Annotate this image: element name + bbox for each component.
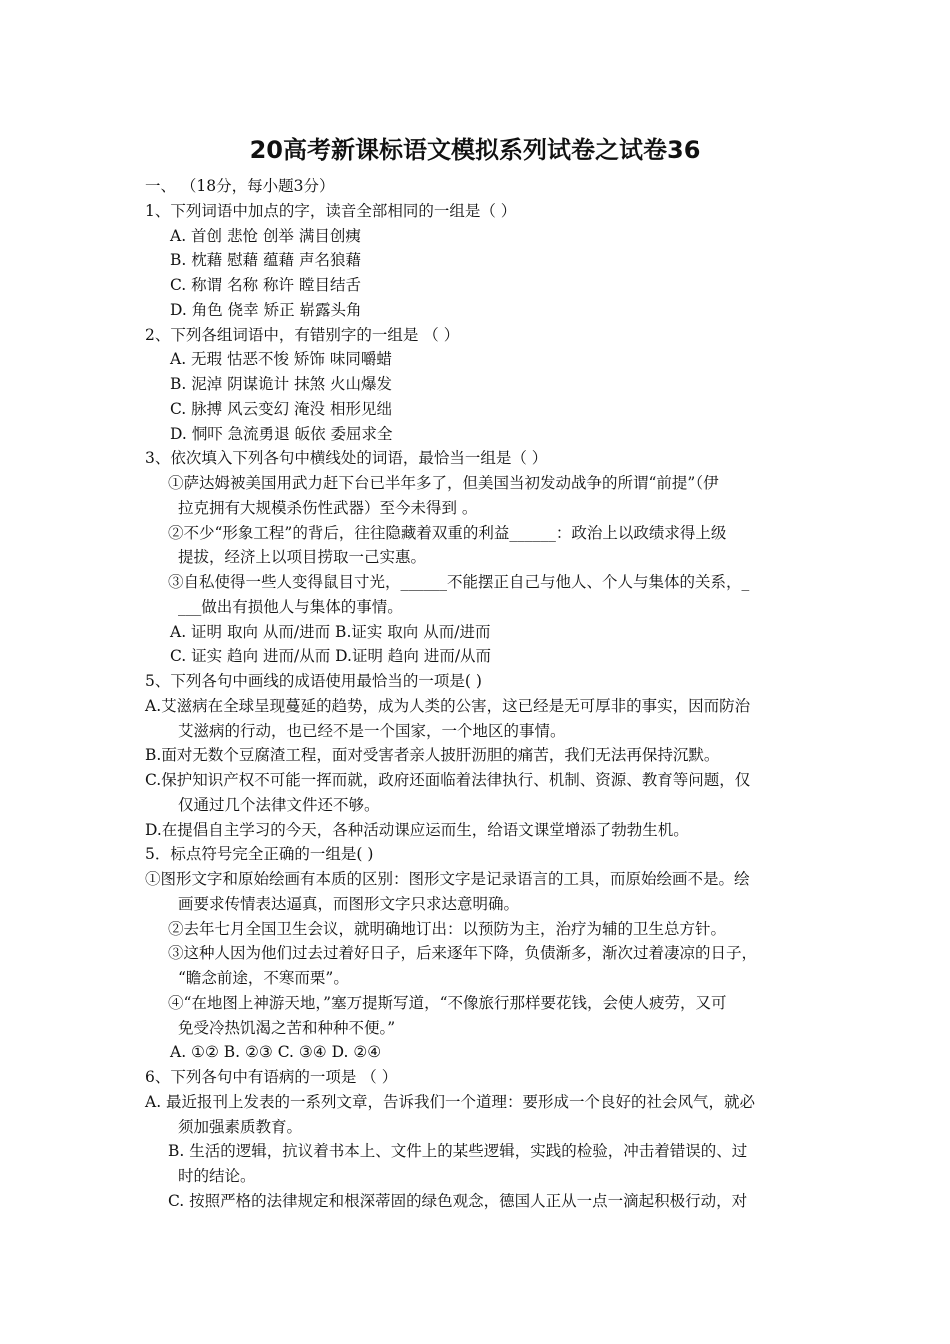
text-line: C.保护知识产权不可能一挥而就，政府还面临着法律执行、机制、资源、教育等问题，仅	[145, 771, 751, 789]
text-line: 3、依次填入下列各句中横线处的词语，最恰当一组是（ ）	[145, 449, 548, 468]
text-line: C. 按照严格的法律规定和根深蒂固的绿色观念，德国人正从一点一滴起积极行动，对	[168, 1191, 748, 1210]
text-line: A. 首创 悲怆 创举 满目创痍	[170, 226, 361, 245]
text-line: 免受冷热饥渴之苦和种种不便。”	[178, 1018, 396, 1037]
text-line: C. 脉搏 风云变幻 淹没 相形见绌	[170, 399, 392, 418]
text-line: ②去年七月全国卫生会议，就明确地订出：以预防为主，治疗为辅的卫生总方针。	[168, 919, 727, 938]
text-line: 1、下列词语中加点的字，读音全部相同的一组是（ ）	[145, 201, 517, 220]
text-line: 6、下列各句中有语病的一项是 （ ）	[145, 1068, 398, 1086]
text-line: 艾滋病的行动，也已经不是一个国家，一个地区的事情。	[178, 721, 566, 740]
text-line: 仅通过几个法律文件还不够。	[178, 795, 380, 814]
text-line: ④“在地图上神游天地，”塞万提斯写道，“不像旅行那样要花钱，会使人疲劳，又可	[168, 993, 727, 1012]
text-line: ___做出有损他人与集体的事情。	[178, 597, 403, 616]
text-line: B. 泥淖 阴谋诡计 抹煞 火山爆发	[170, 375, 393, 393]
text-line: B.面对无数个豆腐渣工程，面对受害者亲人披肝沥胆的痛苦，我们无法再保持沉默。	[145, 746, 720, 765]
text-line: 提拔，经济上以项目捞取一己实惠。	[178, 548, 427, 567]
text-line: 2、下列各组词语中，有错别字的一组是 （ ）	[145, 325, 460, 344]
text-line: ②不少“形象工程”的背后，往往隐藏着双重的利益______：政治上以政绩求得上级	[168, 523, 727, 542]
text-line: ①图形文字和原始绘画有本质的区别：图形文字是记录语言的工具，而原始绘画不是。绘	[145, 870, 750, 888]
exam-title: 20高考新课标语文模拟系列试卷之试卷36	[249, 136, 701, 164]
text-line: B. 生活的逻辑，抗议着书本上、文件上的某些逻辑，实践的检验，冲击着错误的、过	[168, 1142, 748, 1161]
text-line: C. 证实 趋向 进而/从而 D.证明 趋向 进而/从而	[170, 647, 492, 666]
text-line: ①萨达姆被美国用武力赶下台已半年多了，但美国当初发动战争的所谓“前提”（伊	[168, 474, 719, 492]
text-line: A. 无瑕 怙恶不悛 矫饰 味同嚼蜡	[170, 350, 392, 369]
text-line: “瞻念前途，不寒而栗”。	[178, 969, 349, 987]
text-line: C. 称谓 名称 称许 瞠目结舌	[170, 276, 361, 294]
text-line: ③自私使得一些人变得鼠目寸光，______不能摆正自己与他人、个人与集体的关系，_	[168, 573, 750, 591]
text-line: 拉克拥有大规模杀伤性武器）至今未得到 。	[178, 498, 478, 517]
text-line: 须加强素质教育。	[178, 1117, 303, 1136]
text-line: 5．标点符号完全正确的一组是( )	[145, 845, 374, 864]
text-line: A. 证明 取向 从而/进而 B.证实 取向 从而/进而	[170, 622, 491, 641]
text-line: A.艾滋病在全球呈现蔓延的趋势，成为人类的公害，这已经是无可厚非的事实，因而防治	[145, 696, 751, 715]
text-line: A. ①② B. ②③ C. ③④ D. ②④	[170, 1043, 382, 1062]
text-line: 画要求传情表达逼真，而图形文字只求达意明确。	[178, 894, 520, 913]
text-line: 时的结论。	[178, 1167, 256, 1185]
text-line: 一、 （18分，每小题3分）	[145, 177, 335, 195]
text-line: 5、下列各句中画线的成语使用最恰当的一项是( )	[145, 672, 482, 690]
text-line: ③这种人因为他们过去过着好日子，后来逐年下降，负债渐多，渐次过着凄凉的日子，	[168, 944, 758, 963]
text-line: D.在提倡自主学习的今天，各种活动课应运而生，给语文课堂增添了勃勃生机。	[145, 820, 689, 839]
text-line: B. 枕藉 慰藉 蕴藉 声名狼藉	[170, 251, 362, 270]
text-line: A. 最近报刊上发表的一系列文章，告诉我们一个道理：要形成一个良好的社会风气，就必	[145, 1092, 756, 1111]
text-line: D. 角色 侥幸 矫正 崭露头角	[170, 300, 362, 319]
text-line: D. 恫吓 急流勇退 皈依 委屈求全	[170, 424, 393, 443]
